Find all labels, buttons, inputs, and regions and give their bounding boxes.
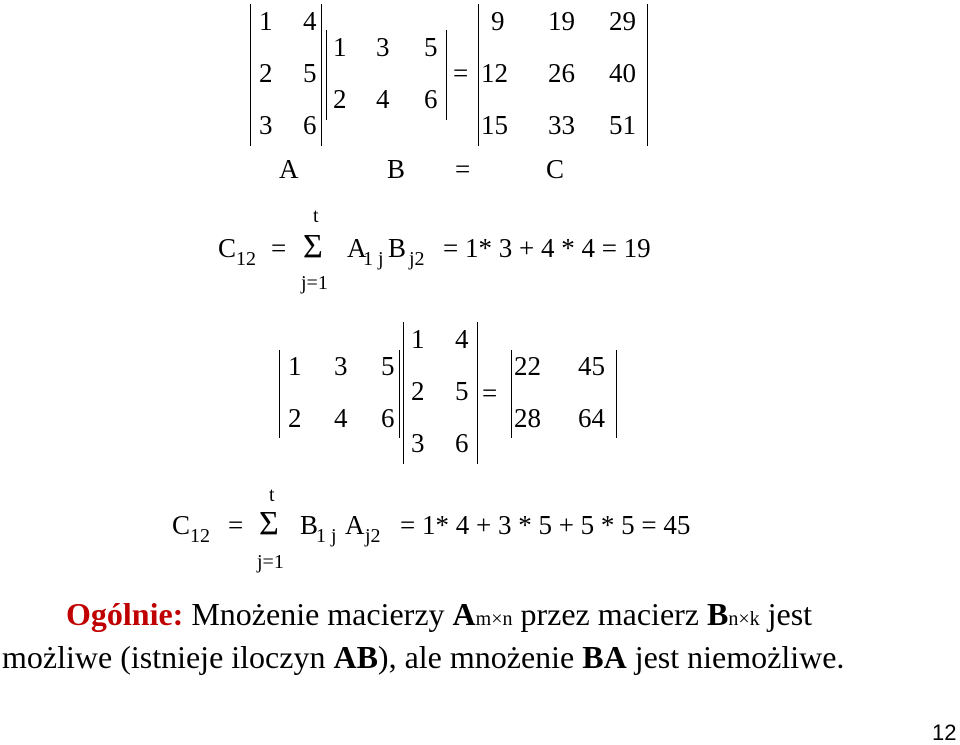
matrix-c-left-bracket [478, 4, 479, 146]
sum-upper-limit: t [269, 484, 275, 506]
sigma-symbol: Σ [259, 505, 279, 542]
matrix-a-right-bracket [321, 4, 322, 146]
matrix-c-cell: 33 [548, 110, 575, 140]
matrix-b-cell: 3 [376, 32, 390, 62]
matrix-left-left-bracket [279, 350, 280, 438]
factor-b: B [388, 233, 407, 263]
conclusion-text: Mnożenie macierzy [191, 596, 445, 632]
matrix-b-cell: 4 [376, 84, 390, 114]
matrix-left-cell: 1 [288, 351, 302, 381]
matrix-a-symbol: A [452, 596, 476, 632]
conclusion-line-2 [2, 641, 844, 673]
label-equals: = [455, 154, 471, 184]
matrix-right-cell: 64 [578, 403, 605, 433]
factor-b: B [300, 510, 319, 540]
formula-equals: = [271, 233, 287, 263]
equals-sign: = [482, 378, 498, 408]
product-ab: AB [333, 639, 378, 675]
factor-b-subscript: j2 [409, 248, 425, 270]
matrix-mid-cell: 4 [455, 324, 469, 354]
matrix-left-cell: 2 [288, 403, 302, 433]
matrix-a-cell: 6 [303, 110, 317, 140]
matrix-mid-left-bracket [403, 322, 404, 464]
formula-rhs: = 1* 4 + 3 * 5 + 5 * 5 = 45 [400, 510, 691, 540]
conclusion-text: przez macierz [520, 596, 699, 632]
matrix-right-right-bracket [616, 350, 617, 438]
sigma-symbol: Σ [303, 228, 323, 265]
sum-lower-limit: j=1 [301, 272, 328, 294]
matrix-b-dims: n×k [728, 608, 760, 630]
matrix-right-left-bracket [511, 350, 512, 438]
formula-equals: = [228, 510, 244, 540]
matrix-c-cell: 26 [548, 58, 575, 88]
matrix-c-cell: 9 [491, 6, 505, 36]
matrix-mid-cell: 2 [411, 376, 425, 406]
conclusion-label: Ogólnie: [66, 596, 184, 632]
matrix-b-symbol: B [707, 596, 729, 632]
matrix-left-right-bracket [399, 350, 400, 438]
formula-lhs-subscript: 12 [190, 525, 210, 547]
conclusion-text: jest niemożliwe. [634, 639, 845, 675]
matrix-mid-cell: 1 [411, 324, 425, 354]
matrix-b-right-bracket [446, 30, 447, 120]
matrix-a-cell: 1 [259, 6, 273, 36]
matrix-right-cell: 22 [514, 351, 541, 381]
factor-b-subscript: 1 j [316, 525, 337, 547]
matrix-b-cell: 6 [424, 84, 438, 114]
matrix-left-cell: 6 [381, 403, 395, 433]
sum-lower-limit: j=1 [257, 551, 284, 573]
conclusion-text: możliwe (istnieje iloczyn [2, 639, 326, 675]
matrix-mid-right-bracket [477, 322, 478, 464]
sum-upper-limit: t [313, 205, 319, 227]
conclusion-text: jest [767, 596, 813, 632]
label-a: A [279, 154, 299, 184]
formula-lhs: C [218, 233, 237, 263]
matrix-b-cell: 5 [424, 32, 438, 62]
equals-sign: = [453, 58, 469, 88]
factor-a: A [345, 510, 365, 540]
matrix-left-cell: 4 [334, 403, 348, 433]
matrix-a-dims: m×n [475, 608, 513, 630]
factor-a-subscript: 1 j [363, 248, 384, 270]
matrix-a-left-bracket [250, 4, 251, 146]
matrix-mid-cell: 3 [411, 428, 425, 458]
factor-a-subscript: j2 [365, 525, 381, 547]
matrix-b-cell: 1 [333, 32, 347, 62]
conclusion-line-1 [66, 598, 812, 630]
label-c: C [546, 154, 565, 184]
label-b: B [387, 154, 406, 184]
matrix-c-cell: 19 [548, 6, 575, 36]
matrix-right-cell: 45 [578, 351, 605, 381]
matrix-b-left-bracket [326, 30, 327, 120]
matrix-c-cell: 40 [609, 58, 636, 88]
page-number: 12 [932, 720, 957, 745]
conclusion-text: ), ale mnożenie [377, 639, 575, 675]
matrix-a-cell: 2 [259, 58, 273, 88]
formula-lhs: C [172, 510, 191, 540]
matrix-c-cell: 51 [609, 110, 636, 140]
matrix-a-cell: 3 [259, 110, 273, 140]
formula-lhs-subscript: 12 [236, 248, 256, 270]
matrix-left-cell: 3 [334, 351, 348, 381]
formula-rhs: = 1* 3 + 4 * 4 = 19 [443, 233, 651, 263]
factor-a: A [347, 233, 367, 263]
matrix-left-cell: 5 [381, 351, 395, 381]
matrix-c-right-bracket [647, 4, 648, 146]
matrix-a-cell: 4 [303, 6, 317, 36]
matrix-c-cell: 12 [481, 58, 508, 88]
matrix-a-cell: 5 [303, 58, 317, 88]
product-ba: BA [582, 639, 627, 675]
matrix-c-cell: 29 [609, 6, 636, 36]
matrix-c-cell: 15 [481, 110, 508, 140]
matrix-mid-cell: 5 [455, 376, 469, 406]
matrix-mid-cell: 6 [455, 428, 469, 458]
matrix-b-cell: 2 [333, 84, 347, 114]
matrix-right-cell: 28 [514, 403, 541, 433]
